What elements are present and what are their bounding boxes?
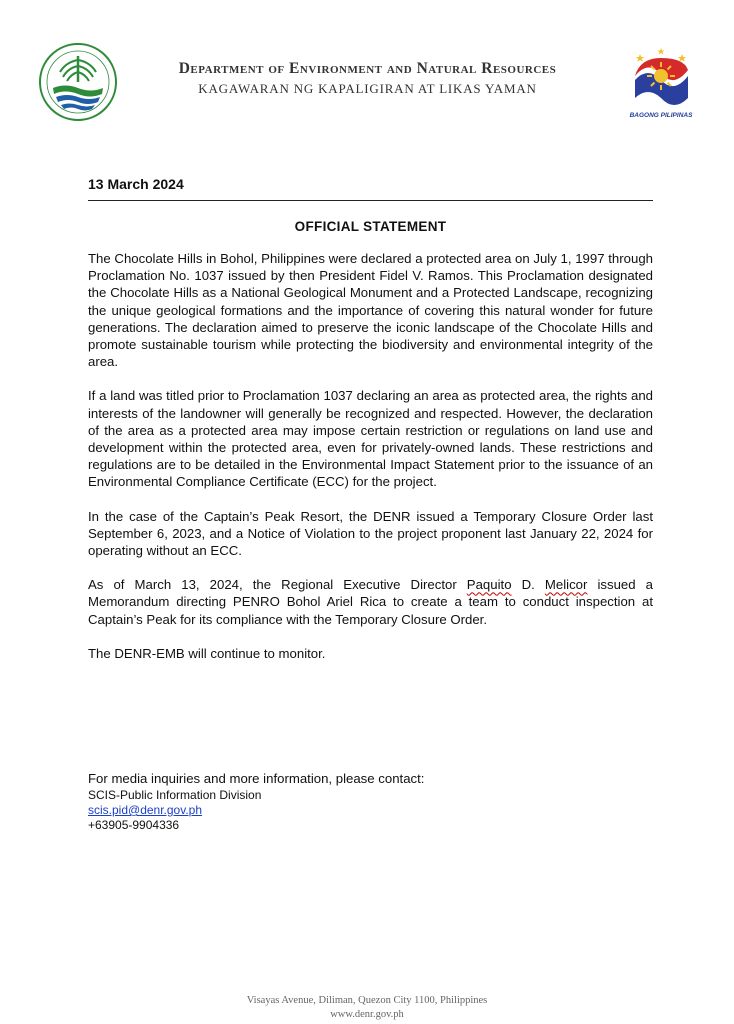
contact-division: SCIS-Public Information Division <box>88 788 262 802</box>
contact-phone: +63905-9904336 <box>88 818 180 832</box>
statement-date: 13 March 2024 <box>88 176 184 192</box>
memo-name-melicor: Melicor <box>544 577 588 593</box>
footer-website: www.denr.gov.ph <box>330 1009 404 1020</box>
bagong-pilipinas-logo <box>618 42 704 120</box>
statement-body <box>88 250 653 662</box>
memo-text-mid: D. <box>511 577 545 593</box>
paragraph-proclamation: The Chocolate Hills in Bohol, Philippines were declared a protected area on July 1, 1997 through Proclamation No. 1037 issued by then President Fidel V. Ramos. This Proclamation designated the Chocolate Hills as a National Geological Monument and a Protected Landscape, recognizing the unique geological formations and the importance of covering this natural wonder for future generations. The declaration aimed to preserve the iconic landscape of the Chocolate Hills and promote sustainable tourism while protecting the biodiversity and environmental integrity of the area. <box>88 251 653 370</box>
contact-heading: For media inquiries and more information, please contact: <box>88 771 425 786</box>
contact-email-link[interactable]: scis.pid@denr.gov.ph <box>88 803 203 817</box>
memo-text-start: As of March 13, 2024, the Regional Executive Director <box>88 577 467 593</box>
department-name: Department of Environment and Natural Resources <box>178 60 557 77</box>
paragraph-land-rights: If a land was titled prior to Proclamation 1037 declaring an area as protected area, the rights and interests of the landowner will generally be recognized and respected. However, the declaration of the area as a protected area may impose certain restriction or regulations on land use and development within the protected area, even for privately-owned lands. These restrictions and regulations are to be detailed in the Environmental Impact Statement prior to the issuance of an Environmental Compliance Certificate (ECC) for the project. <box>88 388 653 490</box>
memo-text-end: issued a Memorandum directing PENRO Bohol Ariel Rica to create a team to conduct inspection at Captain’s Peak for its compliance with the Temporary Closure Order. <box>88 577 654 627</box>
header-divider <box>88 200 653 201</box>
paragraph-memorandum <box>88 576 653 628</box>
department-name-filipino: KAGAWARAN NG KAPALIGIRAN AT LIKAS YAMAN <box>198 81 537 96</box>
memo-name-paquito: Paquito <box>466 577 512 593</box>
statement-title: OFFICIAL STATEMENT <box>294 219 447 234</box>
paragraph-monitor: The DENR-EMB will continue to monitor. <box>88 645 326 661</box>
denr-seal-logo <box>38 42 118 122</box>
paragraph-captains-peak: In the case of the Captain’s Peak Resort, the DENR issued a Temporary Closure Order last September 6, 2023, and a Notice of Violation to the project proponent last January 22, 2024 for operating without an ECC. <box>88 508 653 559</box>
media-contact <box>88 771 588 833</box>
page-footer <box>100 994 634 1022</box>
footer-address: Visayas Avenue, Diliman, Quezon City 1100, Philippines <box>246 995 488 1006</box>
bagong-pilipinas-label: BAGONG PILIPINAS <box>629 112 693 119</box>
